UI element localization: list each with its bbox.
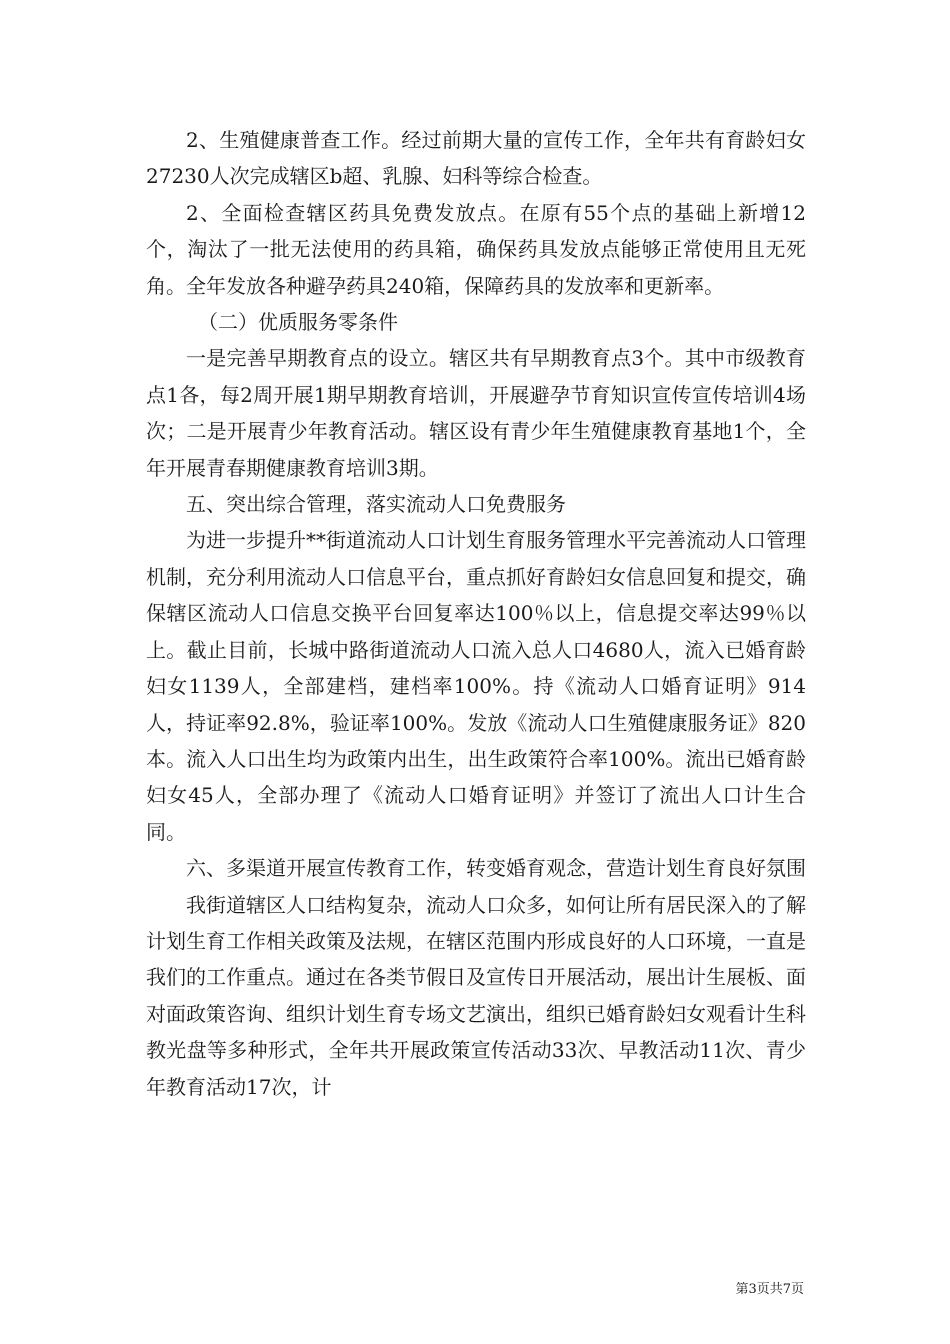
paragraph-health-checkup: 2、生殖健康普查工作。经过前期大量的宣传工作，全年共有育龄妇女27230人次完成辖区b超、乳腺、妇科等综合检查。 [146, 128, 806, 189]
paragraph-contraceptive-points: 2、全面检查辖区药具免费发放点。在原有55个点的基础上新增12个，淘汰了一批无法使用的药具箱，确保药具发放点能够正常使用且无死角。全年发放各种避孕药具240箱，保障药具的发放率和更新率。 [146, 200, 806, 298]
section-heading-quality-service: （二）优质服务零条件 [198, 310, 398, 335]
document-body [146, 122, 806, 1105]
paragraph-early-education: 一是完善早期教育点的设立。辖区共有早期教育点3个。其中市级教育点1各，每2周开展1期早期教育培训，开展避孕节育知识宣传宣传培训4场次；二是开展青少年教育活动。辖区设有青少年生殖健康教育基地1个，全年开展青春期健康教育培训3期。 [146, 346, 806, 480]
page-number: 第3页共7页 [735, 1282, 804, 1297]
paragraph-floating-population: 为进一步提升**街道流动人口计划生育服务管理水平完善流动人口管理机制，充分利用流动人口信息平台，重点抓好育龄妇女信息回复和提交，确保辖区流动人口信息交换平台回复率达100％以上，信息提交率达99％以上。截止目前，长城中路街道流动人口流入总人口4680人，流入已婚育龄妇女1139人，全部建档，建档率100%。持《流动人口婚育证明》914人，持证率92.8%，验证率100%。发放《流动人口生殖健康服务证》820本。流入人口出生均为政策内出生，出生政策符合率100%。流出已婚育龄妇女45人，全部办理了《流动人口婚育证明》并签订了流出人口计生合同。 [146, 528, 806, 844]
section-heading-floating-population: 五、突出综合管理，落实流动人口免费服务 [186, 492, 566, 517]
section-heading-publicity: 六、多渠道开展宣传教育工作，转变婚育观念，营造计划生育良好氛围 [186, 856, 806, 881]
paragraph-publicity: 我街道辖区人口结构复杂，流动人口众多，如何让所有居民深入的了解计划生育工作相关政策及法规，在辖区范围内形成良好的人口环境，一直是我们的工作重点。通过在各类节假日及宣传日开展活动，展出计生展板、面对面政策咨询、组织计划生育专场文艺演出，组织已婚育龄妇女观看计生科教光盘等多种形式，全年共开展政策宣传活动33次、早教活动11次、青少年教育活动17次，计 [146, 892, 806, 1099]
